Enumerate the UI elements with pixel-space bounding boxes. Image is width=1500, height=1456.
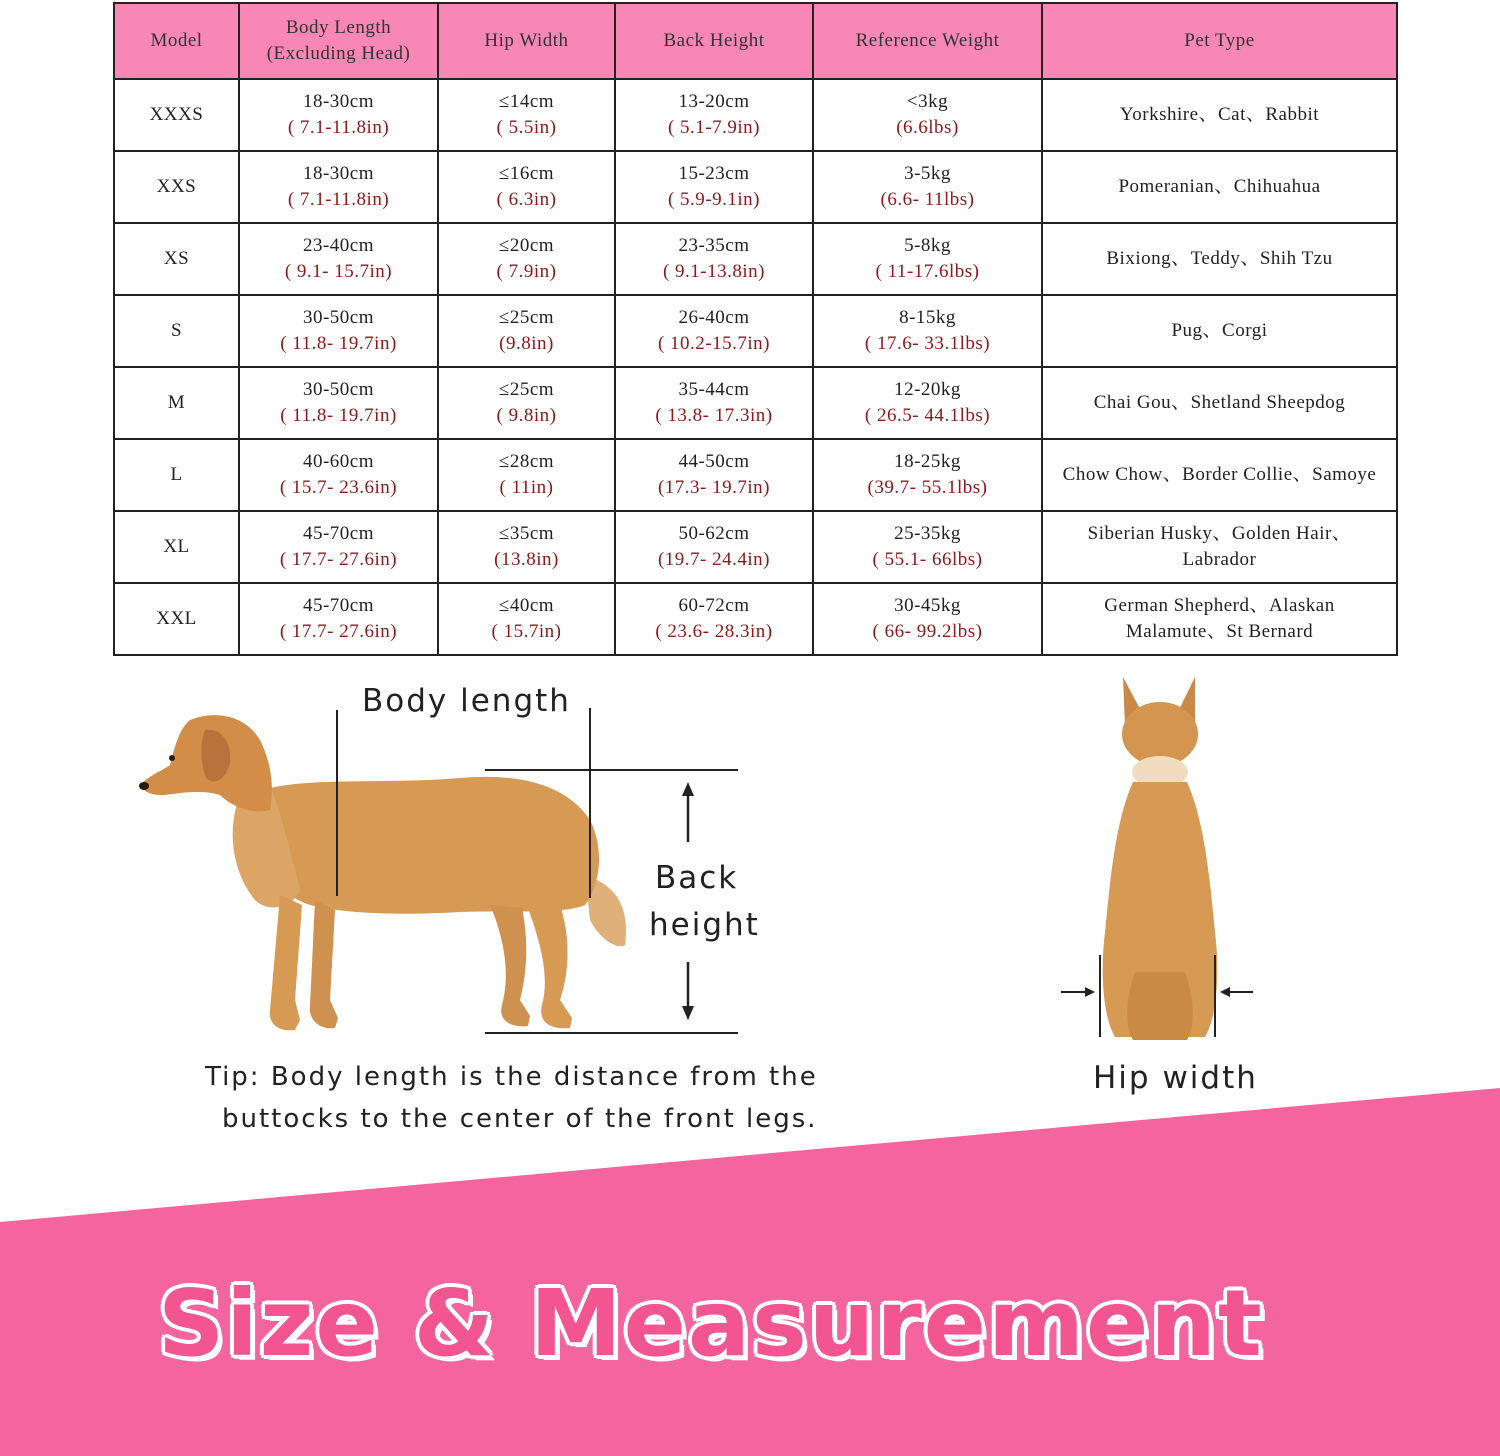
model-cell-text: XXL <box>156 608 197 629</box>
column-header-text: Hip Width <box>484 30 569 51</box>
reference-weight-cell-text: ( 55.1- 66lbs) <box>872 549 983 570</box>
body-length-cell-text: 18-30cm <box>302 91 375 112</box>
body-length-cell-text: ( 15.7- 23.6in) <box>279 477 398 498</box>
pet-type-cell-text: Chow Chow、Border Collie、Samoye <box>1062 464 1377 485</box>
body-length-cell-text: ( 11.8- 19.7in) <box>280 405 397 426</box>
hip-width-cell-text: ≤35cm <box>498 523 555 544</box>
pet-type-cell-text: Pug、Corgi <box>1171 320 1268 341</box>
golden-retriever-illustration <box>139 715 626 1030</box>
reference-weight-cell-text: 25-35kg <box>894 523 961 544</box>
back-height-cell-text: (17.3- 19.7in) <box>657 477 770 498</box>
hip-width-cell-text: ≤16cm <box>498 163 555 184</box>
hip-width-cell-text: (9.8in) <box>499 333 554 354</box>
hip-width-cell-text: ≤28cm <box>498 451 555 472</box>
column-header-text: (Excluding Head) <box>266 43 411 64</box>
reference-weight-cell-text: (6.6lbs) <box>896 117 959 138</box>
hip-width-cell-text: ( 6.3in) <box>496 189 557 210</box>
back-height-cell-text: 35-44cm <box>678 379 750 400</box>
back-height-cell-text: ( 9.1-13.8in) <box>662 261 765 282</box>
body-length-cell-text: ( 17.7- 27.6in) <box>279 549 398 570</box>
body-length-cell-text: 45-70cm <box>302 523 375 544</box>
back-height-cell-text: (19.7- 24.4in) <box>657 549 770 570</box>
body-length-cell-text: ( 9.1- 15.7in) <box>284 261 393 282</box>
body-length-cell-text: ( 17.7- 27.6in) <box>279 621 398 642</box>
reference-weight-cell-text: 5-8kg <box>904 235 951 256</box>
reference-weight-cell-text: 12-20kg <box>894 379 961 400</box>
back-height-label-line1: Back <box>655 860 739 896</box>
hip-width-cell-text: ≤25cm <box>498 307 555 328</box>
back-height-cell-text: 23-35cm <box>678 235 750 256</box>
back-height-cell-text: ( 13.8- 17.3in) <box>655 405 773 426</box>
reference-weight-cell-text: (39.7- 55.1lbs) <box>867 477 988 498</box>
model-cell-text: XXXS <box>149 104 204 125</box>
body-length-cell-text: ( 7.1-11.8in) <box>287 189 390 210</box>
hip-width-cell-text: ≤14cm <box>498 91 555 112</box>
column-header-text: Reference Weight <box>855 30 1000 51</box>
body-length-cell-text: 23-40cm <box>302 235 375 256</box>
pet-type-cell-text: Bixiong、Teddy、Shih Tzu <box>1106 248 1333 269</box>
hip-width-cell-text: ( 11in) <box>499 477 554 498</box>
body-length-cell-text: ( 7.1-11.8in) <box>287 117 390 138</box>
body-length-cell-text: ( 11.8- 19.7in) <box>280 333 397 354</box>
back-height-cell-text: 13-20cm <box>678 91 750 112</box>
tip-text-line2: buttocks to the center of the front legs. <box>222 1104 818 1134</box>
column-header-text: Body Length <box>285 17 392 38</box>
dog-back-view-figure <box>1055 672 1265 1052</box>
back-height-up-arrow <box>682 782 694 842</box>
pet-type-cell-text: Chai Gou、Shetland Sheepdog <box>1093 392 1346 413</box>
hip-width-cell-text: ≤20cm <box>498 235 555 256</box>
model-cell-text: M <box>167 392 186 413</box>
body-length-cell-text: 30-50cm <box>302 379 375 400</box>
pet-type-cell-text: German Shepherd、Alaskan Malamute、St Bernard <box>1104 595 1335 642</box>
reference-weight-cell-text: ( 17.6- 33.1lbs) <box>864 333 991 354</box>
body-length-cell-text: 18-30cm <box>302 163 375 184</box>
column-header-text: Model <box>150 30 203 51</box>
column-header-text: Pet Type <box>1184 30 1255 51</box>
back-height-cell-text: 60-72cm <box>678 595 750 616</box>
model-cell-text: XXS <box>156 176 197 197</box>
hip-width-cell-text: ≤40cm <box>498 595 555 616</box>
pet-type-cell-text: Yorkshire、Cat、Rabbit <box>1119 104 1320 125</box>
back-height-label-line2: height <box>649 907 760 943</box>
column-header-text: Back Height <box>663 30 765 51</box>
body-length-cell-text: 40-60cm <box>302 451 375 472</box>
model-cell-text: S <box>170 320 183 341</box>
back-height-cell-text: 50-62cm <box>678 523 750 544</box>
tip-text-line1: Tip: Body length is the distance from the <box>205 1062 818 1092</box>
reference-weight-cell-text: <3kg <box>906 91 949 112</box>
back-height-down-arrow <box>682 962 694 1020</box>
body-length-cell-text: 30-50cm <box>302 307 375 328</box>
size-measurement-headline: Size & Measurement <box>158 1270 1264 1377</box>
back-height-cell-text: 44-50cm <box>678 451 750 472</box>
reference-weight-cell-text: 8-15kg <box>899 307 956 328</box>
hip-width-left-arrow <box>1061 987 1095 997</box>
reference-weight-cell-text: (6.6- 11lbs) <box>880 189 975 210</box>
reference-weight-cell-text: ( 66- 99.2lbs) <box>872 621 983 642</box>
hip-width-cell-text: ( 7.9in) <box>496 261 557 282</box>
body-length-cell-text: 45-70cm <box>302 595 375 616</box>
pet-type-cell-text: Siberian Husky、Golden Hair、 Labrador <box>1087 523 1352 570</box>
back-height-cell-text: ( 5.9-9.1in) <box>667 189 760 210</box>
reference-weight-cell-text: ( 11-17.6lbs) <box>875 261 980 282</box>
reference-weight-cell-text: 3-5kg <box>904 163 951 184</box>
back-height-cell-text: 15-23cm <box>678 163 750 184</box>
model-cell-text: L <box>170 464 183 485</box>
hip-width-cell-text: (13.8in) <box>494 549 559 570</box>
hip-width-right-arrow <box>1220 987 1253 997</box>
hip-width-cell-text: ( 15.7in) <box>491 621 562 642</box>
back-height-cell-text: ( 10.2-15.7in) <box>657 333 770 354</box>
hip-width-cell-text: ( 9.8in) <box>496 405 557 426</box>
hip-width-cell-text: ≤25cm <box>498 379 555 400</box>
model-cell-text: XL <box>163 536 190 557</box>
shiba-dog-back-illustration <box>1103 677 1218 1040</box>
back-height-cell-text: 26-40cm <box>678 307 750 328</box>
reference-weight-cell-text: 30-45kg <box>894 595 961 616</box>
reference-weight-cell-text: ( 26.5- 44.1lbs) <box>864 405 991 426</box>
body-length-label: Body length <box>362 683 571 719</box>
hip-width-cell-text: ( 5.5in) <box>496 117 557 138</box>
back-height-cell-text: ( 5.1-7.9in) <box>667 117 760 138</box>
pet-type-cell-text: Pomeranian、Chihuahua <box>1118 176 1321 197</box>
hip-width-label: Hip width <box>1093 1060 1258 1096</box>
reference-weight-cell-text: 18-25kg <box>894 451 961 472</box>
back-height-cell-text: ( 23.6- 28.3in) <box>655 621 773 642</box>
model-cell-text: XS <box>163 248 190 269</box>
